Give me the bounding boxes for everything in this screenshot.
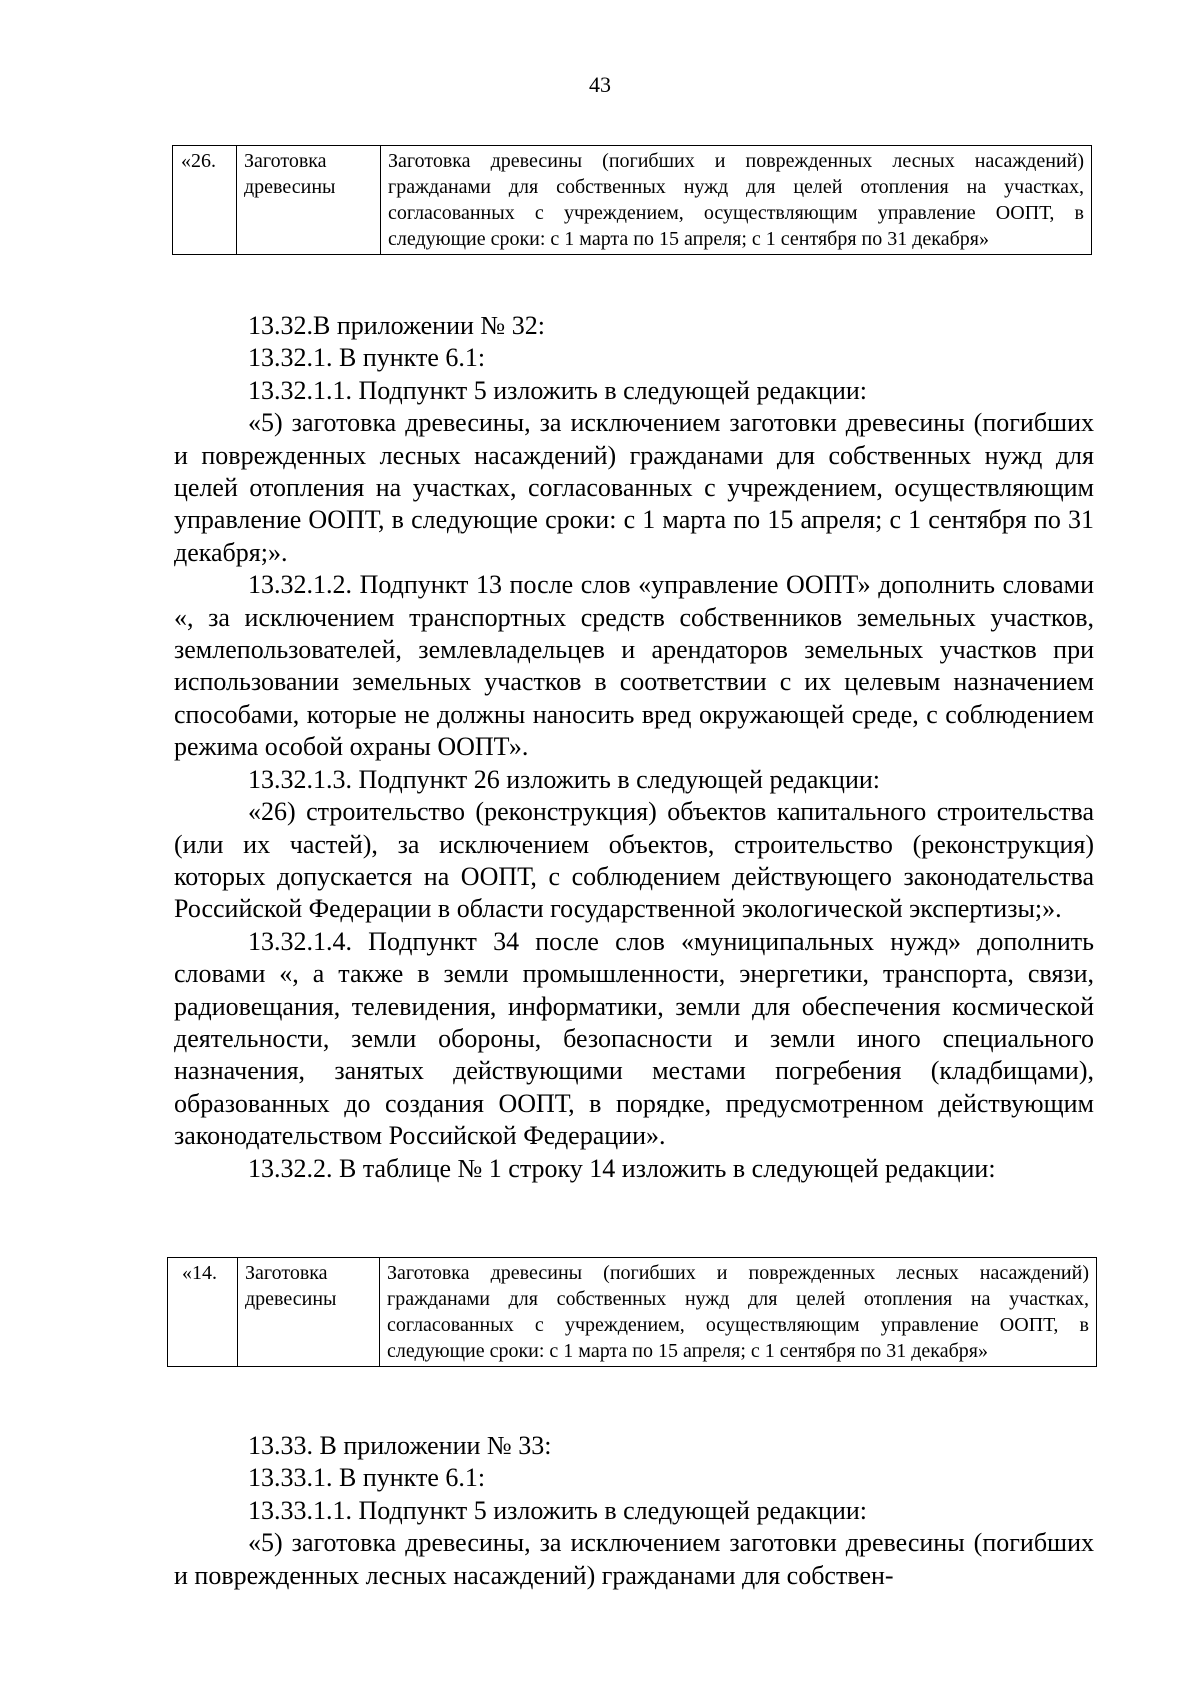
- table-row-26: [172, 145, 1092, 255]
- paragraph-13-33-1: 13.33.1. В пункте 6.1:: [248, 1463, 486, 1493]
- paragraph-13-32-2: 13.32.2. В таблице № 1 строку 14 изложить в следующей редакции:: [248, 1153, 996, 1183]
- paragraph-quote-5-continued: «5) заготовка древесины, за исключением заготовки древесины (погибших и поврежденных лесных насаждений) гражданами для собствен-: [174, 1528, 1094, 1590]
- paragraph-quote-5: «5) заготовка древесины, за исключением заготовки древесины (погибших и поврежденных лесных насаждений) гражданами для собственных нужд для целей отопления на участках, согласованных с учреждением, осуществляющим управление ООПТ, в следующие сроки: с 1 марта по 15 апреля; с 1 сентября по 31 декабря;».: [174, 408, 1094, 567]
- table-cell-name: Заготовка древесины: [237, 146, 381, 255]
- page-number: 43: [589, 72, 611, 97]
- paragraph-13-32-1-2: 13.32.1.2. Подпункт 13 после слов «управление ООПТ» дополнить словами «, за исключением транспортных средств собственников земельных участков, землепользователей, землевладельцев и арендаторов земельных участков при использовании земельных участков в соответствии с их целевым назначением способами, которые не должны наносить вред окружающей среде, с соблюдением режима особой охраны ООПТ».: [174, 570, 1094, 762]
- paragraph-13-32-1-4: 13.32.1.4. Подпункт 34 после слов «муниципальных нужд» дополнить словами «, а также в земли промышленности, энергетики, транспорта, связи, радиовещания, телевидения, информатики, земли для обеспечения космической деятельности, земли обороны, безопасности и земли иного специального назначения, занятых действующими местами погребения (кладбищами), образованных до создания ООПТ, в порядке, предусмотренном действующим законодательством Российской Федерации».: [174, 926, 1094, 1151]
- table-cell-number: «14.: [168, 1258, 238, 1367]
- table-cell-number: «26.: [173, 146, 237, 255]
- amendments-section-13-32: [174, 310, 1094, 1185]
- table-cell-name: Заготовка древесины: [238, 1258, 380, 1367]
- paragraph-13-32-1-1: 13.32.1.1. Подпункт 5 изложить в следующей редакции:: [248, 375, 868, 405]
- paragraph-quote-26: «26) строительство (реконструкция) объектов капитального строительства (или их частей), за исключением объектов, строительство (реконструкция) которых допускается на ООПТ, с соблюдением действующего законодательства Российской Федерации в области государственной экологической экспертизы;».: [174, 797, 1094, 924]
- table-row-14: [167, 1257, 1097, 1367]
- amendments-section-13-33: [174, 1430, 1094, 1592]
- paragraph-13-33-1-1: 13.33.1.1. Подпункт 5 изложить в следующей редакции:: [248, 1495, 868, 1525]
- paragraph-13-32-1: 13.32.1. В пункте 6.1:: [248, 343, 486, 373]
- table-cell-text: Заготовка древесины (погибших и поврежденных лесных насаждений) гражданами для собственных нужд для целей отопления на участках, согласованных с учреждением, осуществляющим управление ООПТ, в следующие сроки: с 1 марта по 15 апреля; с 1 сентября по 31 декабря»: [380, 1258, 1097, 1367]
- table-cell-text: Заготовка древесины (погибших и поврежденных лесных насаждений) гражданами для собственных нужд для целей отопления на участках, согласованных с учреждением, осуществляющим управление ООПТ, в следующие сроки: с 1 марта по 15 апреля; с 1 сентября по 31 декабря»: [381, 146, 1092, 255]
- paragraph-13-33: 13.33. В приложении № 33:: [248, 1431, 552, 1460]
- paragraph-13-32: 13.32.В приложении № 32:: [248, 311, 545, 340]
- paragraph-13-32-1-3: 13.32.1.3. Подпункт 26 изложить в следующей редакции:: [248, 764, 881, 794]
